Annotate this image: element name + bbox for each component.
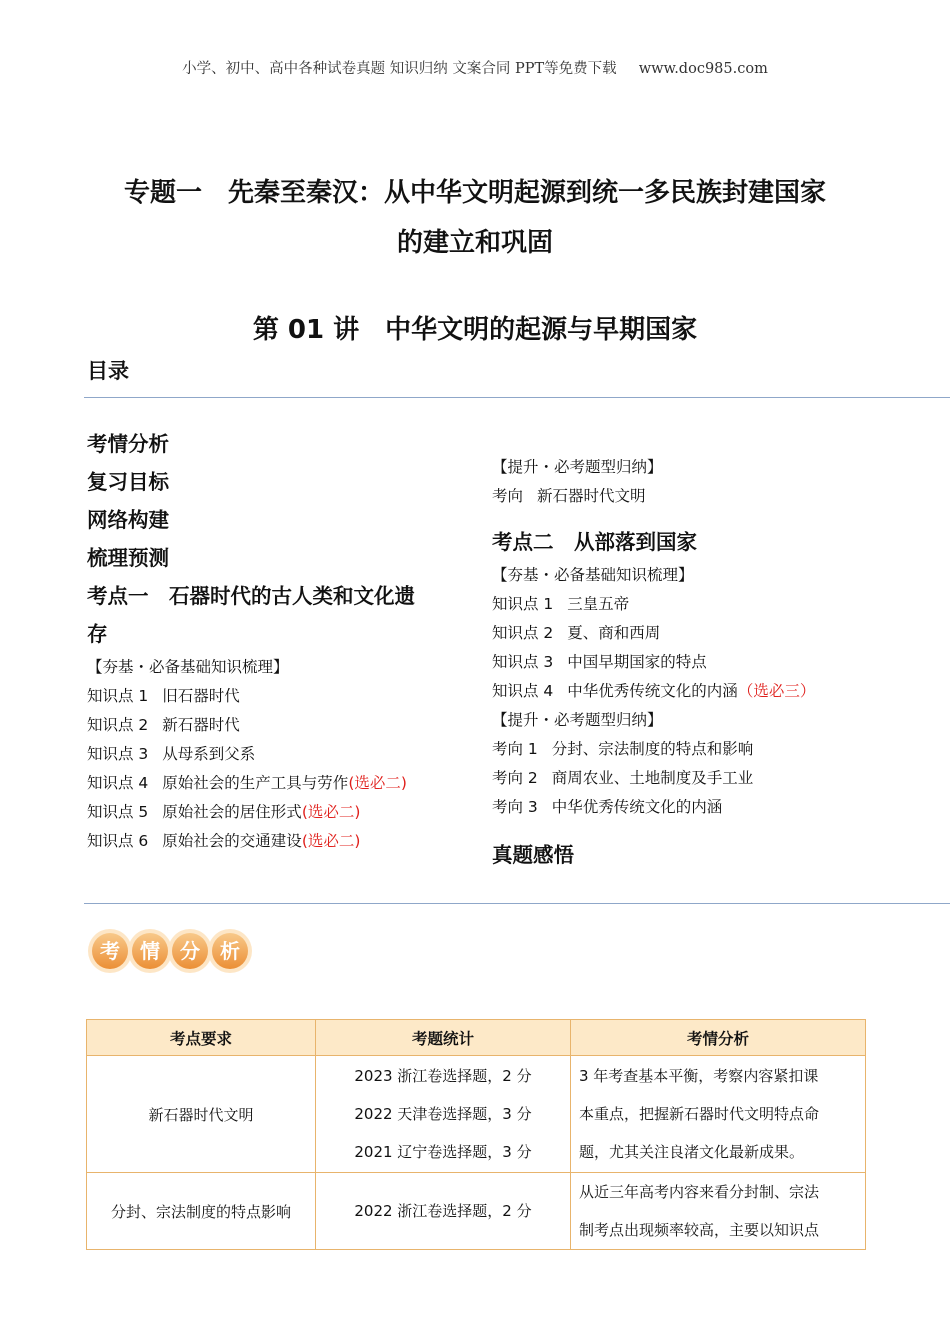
toc-item[interactable] (87, 827, 457, 856)
toc-direction[interactable] (492, 735, 932, 764)
table-header-row (87, 1020, 866, 1056)
toc-item[interactable] (87, 711, 457, 740)
toc-direction-text: 商周农业、土地制度及手工业 (551, 769, 754, 787)
toc-section[interactable]: 网络构建 (87, 508, 169, 532)
banner-circle (88, 929, 132, 973)
table-header-cell: 考题统计 (316, 1020, 571, 1056)
banner-char: 情 (140, 939, 160, 963)
toc-direction-text: 分封、宗法制度的特点和影响 (551, 740, 754, 758)
toc-topic-two[interactable]: 考点二 从部落到国家 (492, 530, 697, 554)
banner-char: 析 (220, 939, 240, 963)
topic-title-line1: 专题一 先秦至秦汉：从中华文明起源到统一多民族封建国家 (123, 178, 826, 208)
toc-section[interactable]: 复习目标 (87, 470, 169, 494)
toc-section[interactable]: 梳理预测 (87, 546, 169, 570)
toc-item-note: （选必三） (737, 682, 816, 700)
toc-direction-text: 新石器时代文明 (537, 487, 646, 505)
statistic-entry: 2023 浙江卷选择题，2 分 (354, 1067, 532, 1085)
exam-analysis-table (86, 1019, 866, 1250)
toc-item[interactable] (87, 798, 457, 827)
toc-item[interactable] (492, 619, 932, 648)
divider-top (84, 397, 950, 398)
toc-item-key: 知识点 6 (87, 832, 149, 850)
toc-direction[interactable] (492, 764, 932, 793)
toc-item-note: (选必二) (301, 803, 361, 821)
analysis-line: 3 年考查基本平衡，考察内容紧扣课 (579, 1067, 819, 1085)
toc-item-key: 知识点 2 (492, 624, 554, 642)
toc-item-text: 新石器时代 (162, 716, 240, 734)
analysis-line: 从近三年高考内容来看分封制、宗法 (579, 1183, 820, 1201)
statistics-cell (316, 1056, 571, 1173)
toc-direction[interactable] (492, 482, 932, 511)
banner-circle (208, 929, 252, 973)
toc-item[interactable] (492, 677, 932, 706)
toc-item-key: 知识点 5 (87, 803, 149, 821)
toc-item-key: 知识点 2 (87, 716, 149, 734)
table-header-cell: 考情分析 (571, 1020, 866, 1056)
analysis-line: 本重点，把握新石器时代文明特点命 (579, 1105, 820, 1123)
toc-item-text: 从母系到父系 (162, 745, 256, 763)
lecture-title: 第 01 讲 中华文明的起源与早期国家 (252, 315, 698, 345)
toc-label: 目录 (87, 359, 129, 383)
toc-item-text: 旧石器时代 (162, 687, 240, 705)
toc-direction-key: 考向 3 (492, 798, 538, 816)
toc-item-key: 知识点 3 (492, 653, 554, 671)
toc-group-label: 【提升・必考题型归纳】 (492, 458, 663, 476)
page-header (0, 57, 950, 78)
statistics-cell (316, 1173, 571, 1250)
toc-item[interactable] (87, 740, 457, 769)
banner-circle (128, 929, 172, 973)
toc-item-text: 原始社会的交通建设 (162, 832, 302, 850)
banner-circle (168, 929, 212, 973)
banner-char: 考 (100, 939, 120, 963)
toc-final-section[interactable]: 真题感悟 (492, 843, 574, 867)
analysis-cell (571, 1173, 866, 1250)
toc-direction-text: 中华优秀传统文化的内涵 (551, 798, 723, 816)
toc-group-label: 【提升・必考题型归纳】 (492, 711, 663, 729)
statistic-entry: 2021 辽宁卷选择题，3 分 (354, 1143, 532, 1161)
toc-item-key: 知识点 4 (87, 774, 149, 792)
toc-right-column (492, 453, 932, 874)
toc-direction-key: 考向 2 (492, 769, 538, 787)
toc-topic-one-line1[interactable]: 考点一 石器时代的古人类和文化遗 (87, 584, 415, 608)
table-header-cell: 考点要求 (87, 1020, 316, 1056)
toc-item-note: (选必二) (301, 832, 361, 850)
section-banner (86, 927, 256, 975)
header-left-text: 小学、初中、高中各种试卷真题 知识归纳 文案合同 PPT等免费下载 (182, 61, 617, 77)
toc-item-key: 知识点 1 (492, 595, 554, 613)
statistic-entry: 2022 天津卷选择题，3 分 (354, 1105, 532, 1123)
table-row (87, 1056, 866, 1173)
toc-group-label: 【夯基・必备基础知识梳理】 (87, 658, 289, 676)
toc-item[interactable] (492, 590, 932, 619)
banner-char: 分 (180, 939, 200, 963)
requirement-cell: 分封、宗法制度的特点影响 (87, 1173, 316, 1250)
toc-group-label: 【夯基・必备基础知识梳理】 (492, 566, 694, 584)
toc-item-text: 原始社会的生产工具与劳作 (162, 774, 349, 792)
analysis-cell (571, 1056, 866, 1173)
toc-direction-key: 考向 (492, 487, 524, 505)
toc-direction[interactable] (492, 793, 932, 822)
topic-title-line2: 的建立和巩固 (396, 228, 553, 258)
table-row (87, 1173, 866, 1250)
toc-item-note: (选必二) (348, 774, 407, 792)
toc-item-key: 知识点 1 (87, 687, 149, 705)
toc-left-column (87, 425, 457, 856)
toc-topic-one-line2[interactable]: 存 (87, 622, 108, 646)
toc-item-key: 知识点 3 (87, 745, 149, 763)
toc-item-text: 三皇五帝 (567, 595, 630, 613)
toc-item[interactable] (87, 769, 457, 798)
toc-item-text: 中华优秀传统文化的内涵 (567, 682, 738, 700)
requirement-cell: 新石器时代文明 (87, 1056, 316, 1173)
statistic-entry: 2022 浙江卷选择题，2 分 (354, 1202, 532, 1220)
toc-direction-key: 考向 1 (492, 740, 538, 758)
toc-item[interactable] (87, 682, 457, 711)
toc-item-key: 知识点 4 (492, 682, 554, 700)
toc-item-text: 中国早期国家的特点 (567, 653, 707, 671)
header-url: www.doc985.com (638, 61, 768, 77)
toc-section[interactable]: 考情分析 (87, 432, 169, 456)
divider-bottom (84, 903, 950, 904)
toc-item-text: 夏、商和西周 (567, 624, 661, 642)
analysis-line: 制考点出现频率较高，主要以知识点 (579, 1221, 820, 1239)
toc-item[interactable] (492, 648, 932, 677)
toc-item-text: 原始社会的居住形式 (162, 803, 302, 821)
analysis-line: 题，尤其关注良渚文化最新成果。 (579, 1143, 805, 1161)
